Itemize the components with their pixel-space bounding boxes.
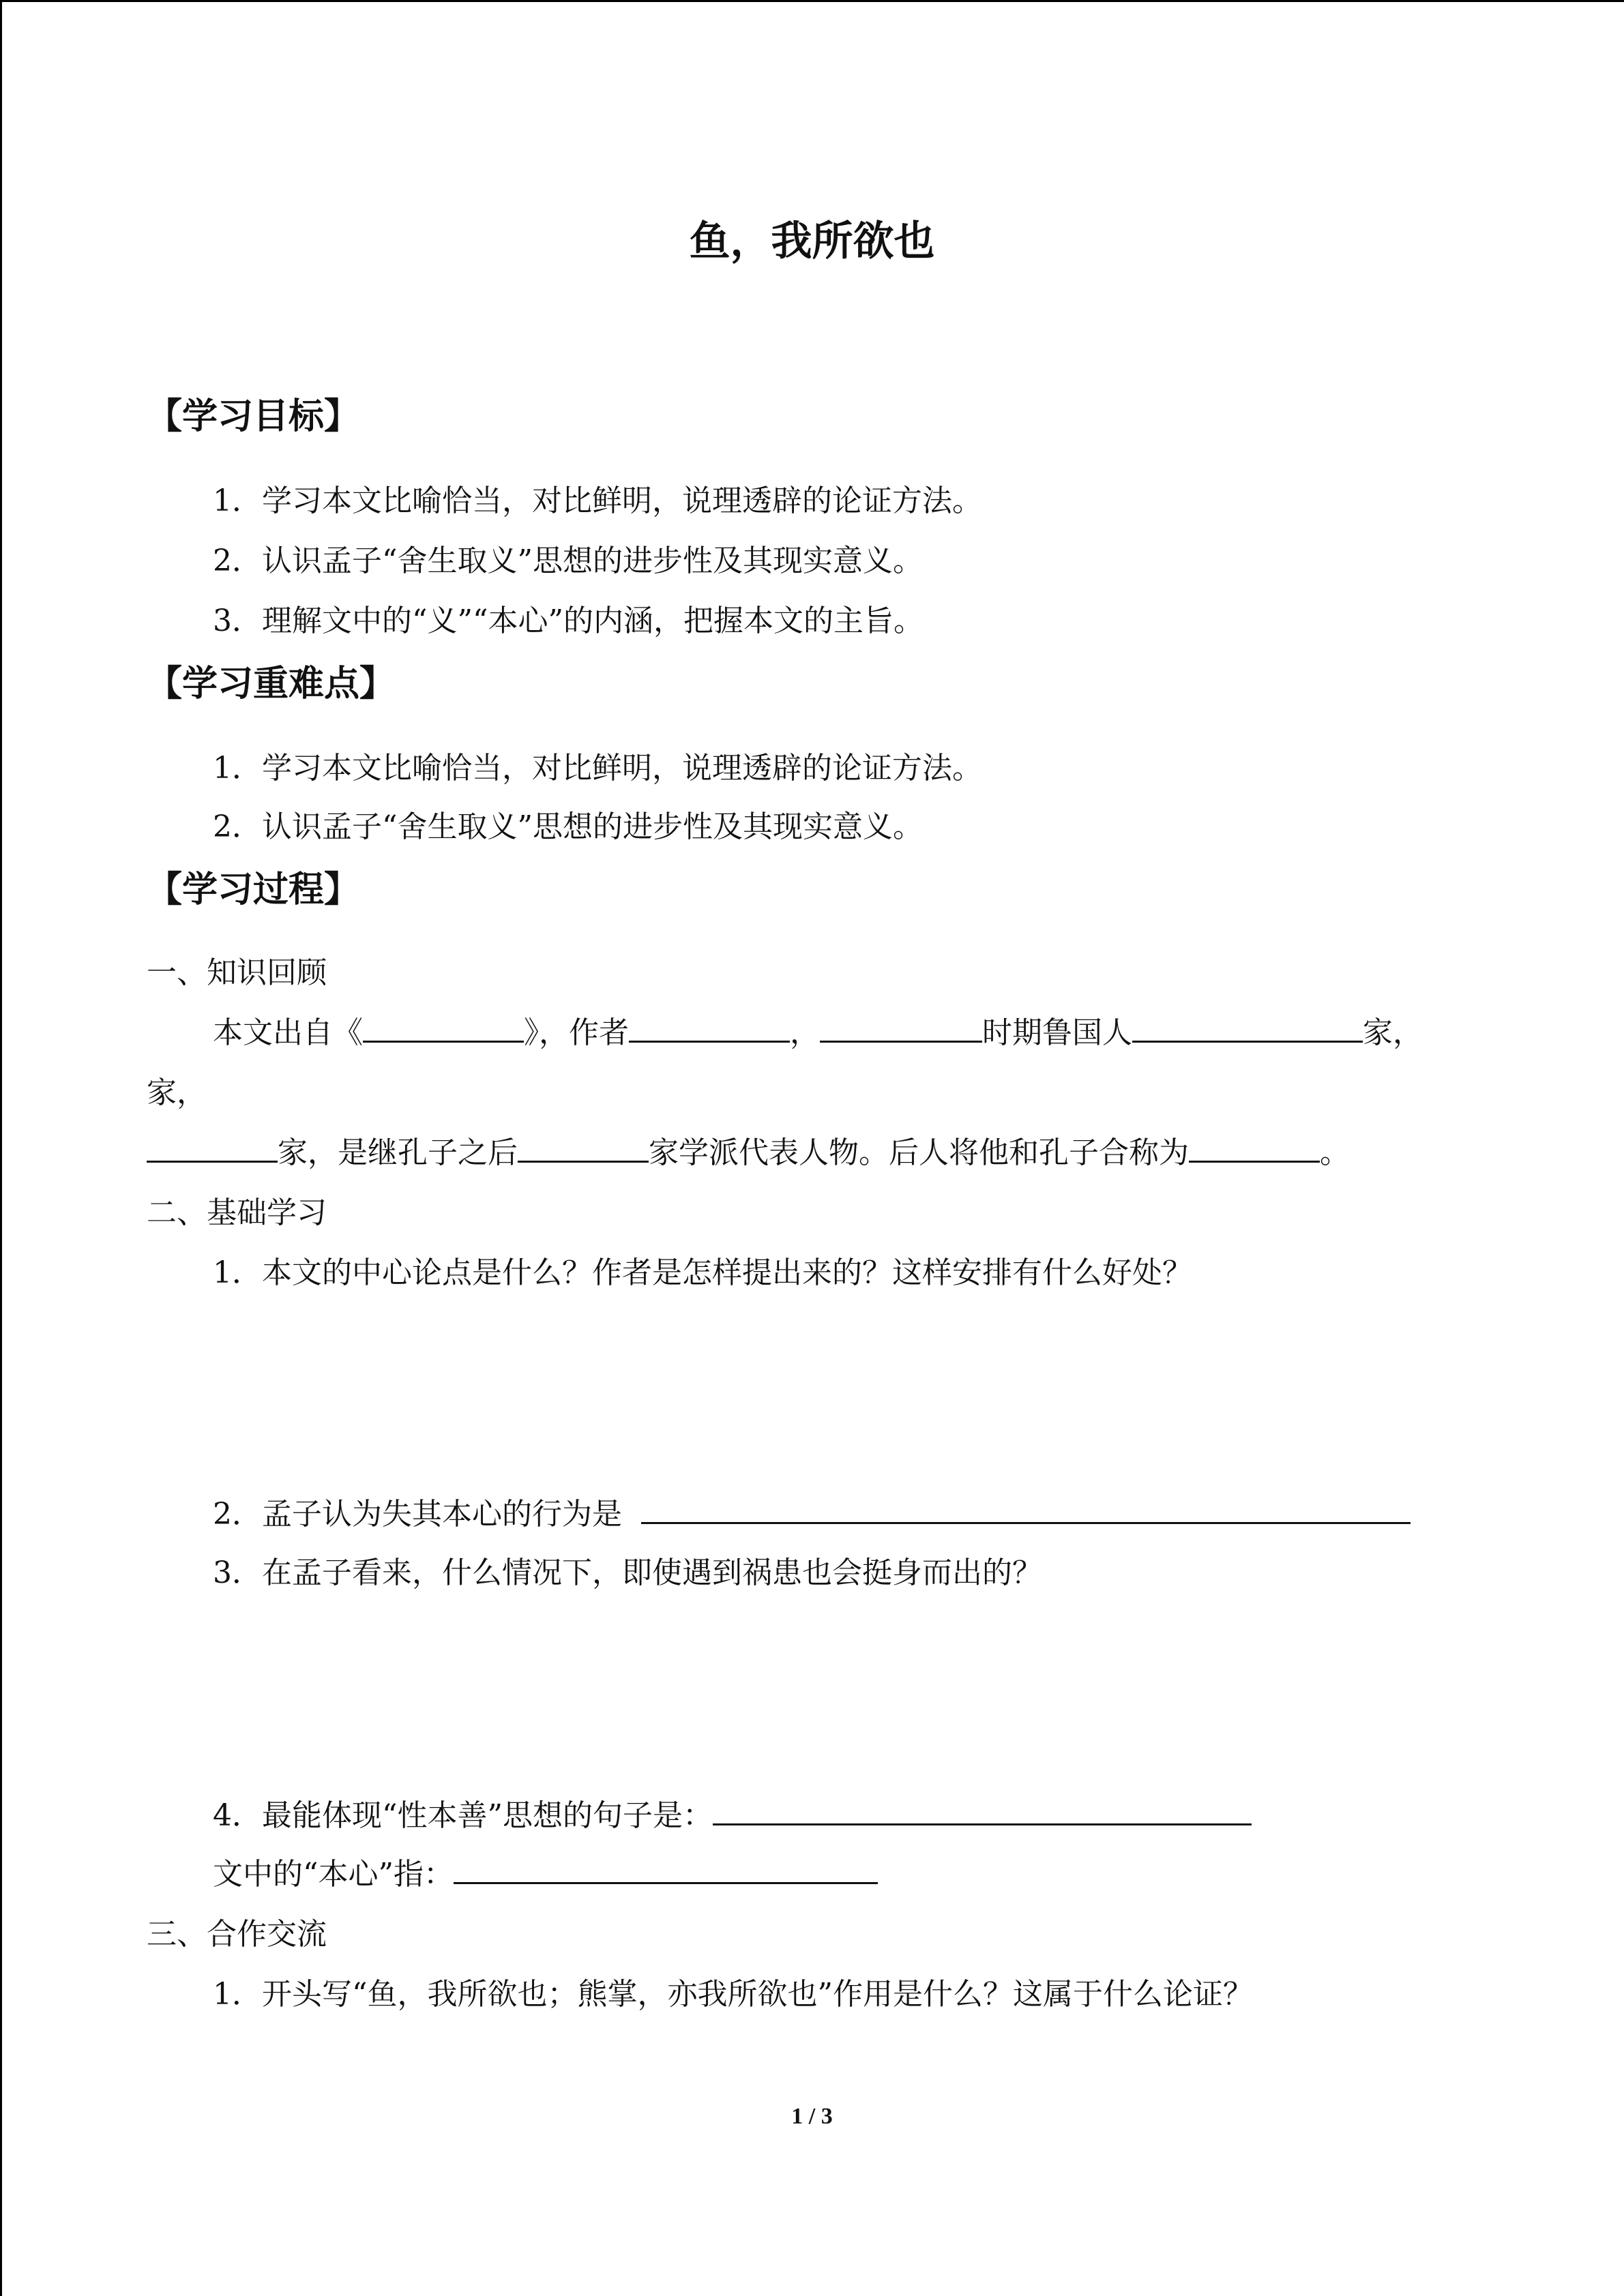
- text-segment: 家，: [1363, 1015, 1423, 1050]
- fill-blank-book[interactable]: [363, 1040, 524, 1043]
- fill-blank-joint-name[interactable]: [1189, 1160, 1320, 1163]
- knowledge-review-line-2: 家，: [147, 1075, 207, 1110]
- key-points-heading: 【学习重难点】: [147, 663, 396, 704]
- text-segment: ，: [790, 1015, 820, 1050]
- question-2: [213, 1489, 1411, 1533]
- text-segment: 本文出自《: [213, 1015, 363, 1050]
- page-title: 鱼，我所欲也: [689, 218, 935, 265]
- fill-blank-q2[interactable]: [641, 1521, 1411, 1524]
- objective-item: 3．理解文中的“义”“本心”的内涵，把握本文的主旨。: [213, 603, 924, 638]
- question-2-text: 2．孟子认为失其本心的行为是: [213, 1497, 622, 1532]
- text-segment: 。: [1320, 1135, 1350, 1170]
- objective-item: 2．认识孟子“舍生取义”思想的进步性及其现实意义。: [213, 543, 923, 578]
- question-4b: [213, 1849, 878, 1893]
- question-4-text: 4．最能体现“性本善”思想的句子是：: [213, 1798, 713, 1833]
- part3-title: 三、合作交流: [147, 1917, 327, 1952]
- fill-blank-q4b[interactable]: [454, 1881, 878, 1884]
- key-point-item: 2．认识孟子“舍生取义”思想的进步性及其现实意义。: [213, 809, 923, 844]
- knowledge-review-line-1: [213, 1008, 1423, 1052]
- fill-blank-q4[interactable]: [713, 1823, 1252, 1825]
- text-segment: 家学派代表人物。后人将他和孔子合称为: [649, 1135, 1189, 1170]
- text-segment: 时期鲁国人: [982, 1015, 1132, 1050]
- page-border-left: [0, 0, 2, 2296]
- fill-blank-school-1[interactable]: [147, 1160, 278, 1163]
- fill-blank-period[interactable]: [820, 1040, 982, 1043]
- fill-blank-school-2[interactable]: [518, 1160, 649, 1163]
- objectives-heading: 【学习目标】: [147, 396, 360, 437]
- question-3: 3．在孟子看来，什么情况下，即使遇到祸患也会挺身而出的？: [213, 1555, 1042, 1590]
- key-point-item: 1．学习本文比喻恰当，对比鲜明，说理透辟的论证方法。: [213, 751, 982, 786]
- knowledge-review-line-3: [147, 1128, 1350, 1172]
- cooperation-question-1: 1．开头写“鱼，我所欲也；熊掌，亦我所欲也”作用是什么？这属于什么论证？: [213, 1977, 1253, 2012]
- page-border-top: [0, 0, 1624, 2]
- fill-blank-identity[interactable]: [1132, 1040, 1363, 1043]
- part1-title: 一、知识回顾: [147, 955, 327, 990]
- question-1: 1．本文的中心论点是什么？作者是怎样提出来的？这样安排有什么好处？: [213, 1255, 1192, 1290]
- objective-item: 1．学习本文比喻恰当，对比鲜明，说理透辟的论证方法。: [213, 483, 982, 518]
- fill-blank-author[interactable]: [629, 1040, 790, 1043]
- question-4b-text: 文中的“本心”指：: [213, 1857, 454, 1892]
- text-segment: 家，是继孔子之后: [278, 1135, 518, 1170]
- process-heading: 【学习过程】: [147, 869, 360, 910]
- question-4: [213, 1791, 1252, 1834]
- page-number: 1 / 3: [791, 2104, 833, 2129]
- text-segment: 》，作者: [524, 1015, 629, 1050]
- part2-title: 二、基础学习: [147, 1195, 327, 1230]
